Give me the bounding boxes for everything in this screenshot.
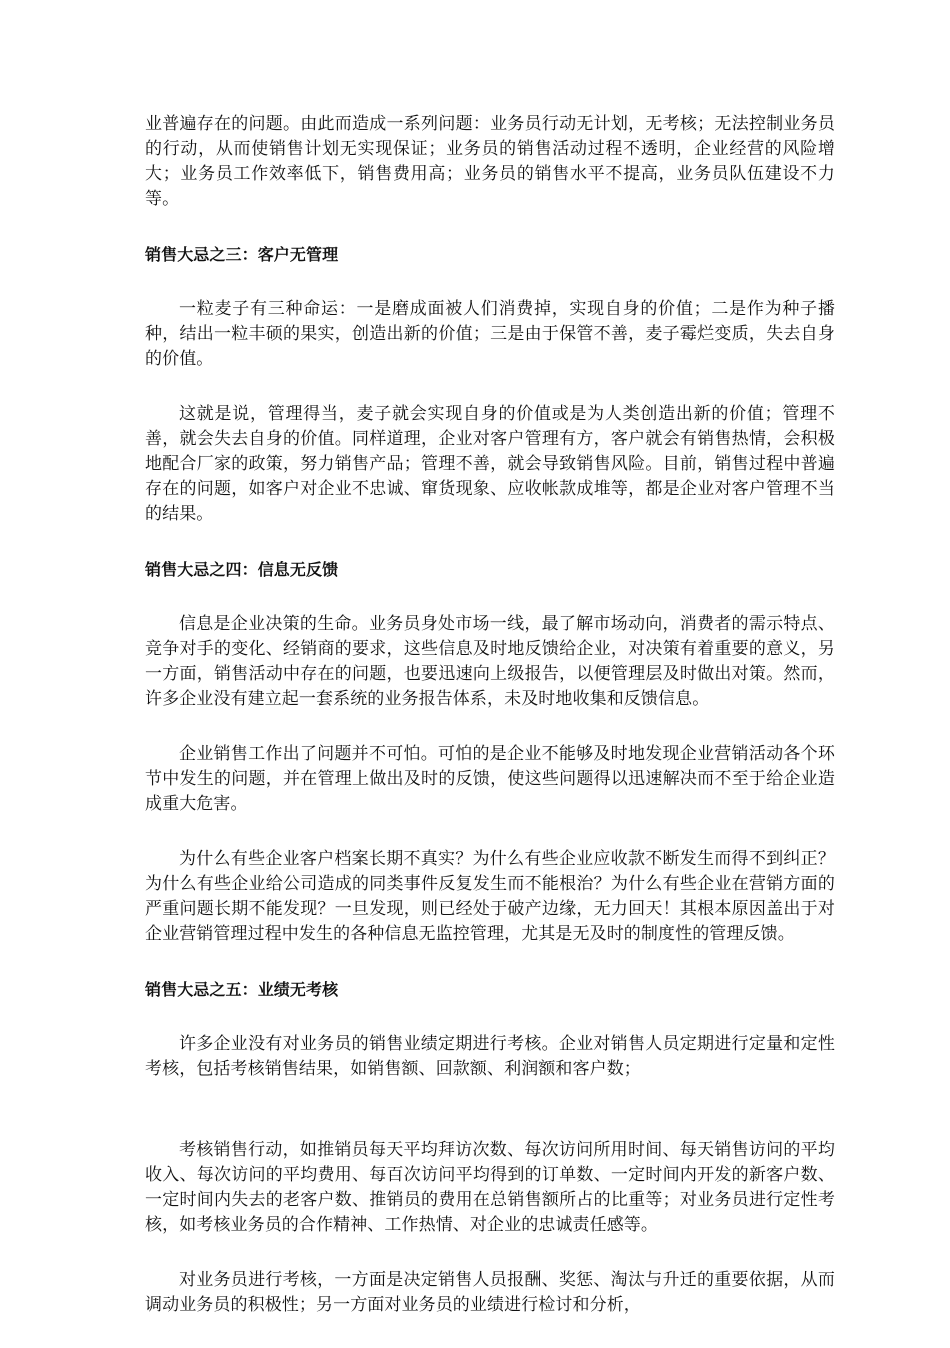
section-heading-5: 销售大忌之五：业绩无考核 (145, 980, 339, 999)
section-heading-4: 销售大忌之四：信息无反馈 (145, 560, 339, 579)
paragraph-why-questions: 为什么有些企业客户档案长期不真实？为什么有些企业应收款不断发生而得不到纠正？为什么有些企业给公司造成的同类事件反复发生而不能根治？为什么有些企业在营销方面的严重问题长期不能发现？一旦发现，则已经处于破产边缘，无力回天！其根本原因盖出于对企业营销管理过程中发生的各种信息无监控管理，尤其是无及时的制度性的管理反馈。 (145, 849, 835, 944)
paragraph-assessment-purpose: 对业务员进行考核，一方面是决定销售人员报酬、奖惩、淘汰与升迁的重要依据，从而调动业务员的积极性；另一方面对业务员的业绩进行检讨和分析， (145, 1270, 835, 1315)
document-page (145, 112, 835, 1348)
paragraph-sales-actions: 考核销售行动，如推销员每天平均拜访次数、每次访问所用时间、每天销售访问的平均收入、每次访问的平均费用、每百次访问平均得到的订单数、一定时间内开发的新客户数、一定时间内失去的老客户数、推销员的费用在总销售额所占的比重等；对业务员进行定性考核，如考核业务员的合作精神、工作热情、对企业的忠诚责任感等。 (145, 1140, 835, 1235)
section-heading-3: 销售大忌之三：客户无管理 (145, 245, 339, 264)
paragraph-wheat-fate: 一粒麦子有三种命运：一是磨成面被人们消费掉，实现自身的价值；二是作为种子播种，结出一粒丰硕的果实，创造出新的价值；三是由于保管不善，麦子霉烂变质，失去自身的价值。 (145, 299, 835, 369)
paragraph-customer-management: 这就是说，管理得当，麦子就会实现自身的价值或是为人类创造出新的价值；管理不善，就会失去自身的价值。同样道理，企业对客户管理有方，客户就会有销售热情，会积极地配合厂家的政策，努力销售产品；管理不善，就会导致销售风险。目前，销售过程中普遍存在的问题，如客户对企业不忠诚、窜货现象、应收帐款成堆等，都是企业对客户管理不当的结果。 (145, 404, 835, 524)
paragraph-performance-review: 许多企业没有对业务员的销售业绩定期进行考核。企业对销售人员定期进行定量和定性考核，包括考核销售结果，如销售额、回款额、利润额和客户数； (145, 1034, 835, 1079)
paragraph-intro: 业普遍存在的问题。由此而造成一系列问题：业务员行动无计划，无考核；无法控制业务员的行动，从而使销售计划无实现保证；业务员的销售活动过程不透明，企业经营的风险增大；业务员工作效率低下，销售费用高；业务员的销售水平不提高，业务员队伍建设不力等。 (145, 114, 835, 209)
paragraph-information-feedback: 信息是企业决策的生命。业务员身处市场一线，最了解市场动向，消费者的需示特点、竞争对手的变化、经销商的要求，这些信息及时地反馈给企业，对决策有着重要的意义，另一方面，销售活动中存在的问题，也要迅速向上级报告，以便管理层及时做出对策。然而，许多企业没有建立起一套系统的业务报告体系，未及时地收集和反馈信息。 (145, 614, 835, 709)
paragraph-problem-response: 企业销售工作出了问题并不可怕。可怕的是企业不能够及时地发现企业营销活动各个环节中发生的问题，并在管理上做出及时的反馈，使这些问题得以迅速解决而不至于给企业造成重大危害。 (145, 744, 835, 814)
